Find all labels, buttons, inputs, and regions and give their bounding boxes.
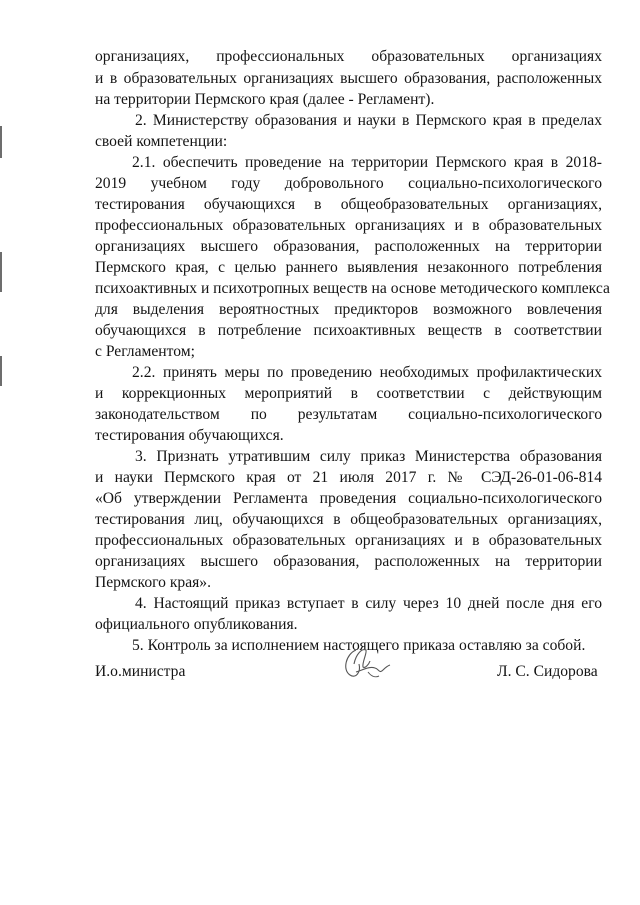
- text-line: 2.1. обеспечить проведение на территории Пермского края в 2018-: [132, 154, 602, 171]
- text-line: обучающихся в потребление психоактивных веществ в соответствии: [95, 322, 602, 339]
- text-line: и в образовательных организациях высшего образования, расположенных: [95, 70, 602, 87]
- text-line: официального опубликования.: [95, 616, 298, 633]
- text-line: законодательством по результатам социально-психологического: [95, 406, 602, 423]
- text-line: 2.2. принять меры по проведению необходимых профилактических: [132, 364, 602, 381]
- text-line: 2019 учебном году добровольного социально-психологического: [95, 175, 602, 192]
- handwritten-signature: [336, 642, 396, 686]
- text-line: на территории Пермского края (далее - Регламент).: [95, 91, 435, 108]
- text-line: профессиональных образовательных организациях и в образовательных: [95, 217, 602, 234]
- signatory-position: И.о.министра: [95, 663, 186, 680]
- signatory-name: Л. С. Сидорова: [497, 663, 598, 680]
- text-line: Пермского края, с целью раннего выявления незаконного потребления: [95, 259, 602, 276]
- text-line: с Регламентом;: [95, 343, 195, 360]
- scan-edge-mark: [0, 356, 2, 386]
- text-line: организациях высшего образования, расположенных на территории: [95, 238, 602, 255]
- scan-edge-mark: [0, 252, 2, 292]
- text-line: для выделения вероятностных предикторов возможного вовлечения: [95, 301, 602, 318]
- text-line: своей компетенции:: [95, 133, 228, 150]
- text-line: профессиональных образовательных организациях и в образовательных: [95, 532, 602, 549]
- text-line: 4. Настоящий приказ вступает в силу через 10 дней после дня его: [135, 595, 602, 612]
- text-line: организациях высшего образования, расположенных на территории: [95, 553, 602, 570]
- text-line: 3. Признать утратившим силу приказ Министерства образования: [135, 448, 602, 465]
- text-line: психоактивных и психотропных веществ на основе методического комплекса: [95, 280, 610, 297]
- scan-edge-mark: [0, 126, 2, 158]
- text-line: тестирования обучающихся в общеобразовательных организациях,: [95, 196, 602, 213]
- text-line: тестирования обучающихся.: [95, 427, 284, 444]
- text-line: и науки Пермского края от 21 июля 2017 г. № СЭД-26-01-06-814: [95, 469, 602, 486]
- text-line: 2. Министерству образования и науки в Пермского края в пределах: [135, 112, 602, 129]
- text-line: организациях, профессиональных образовательных организациях: [95, 48, 602, 65]
- text-line: и коррекционных мероприятий в соответствии с действующим: [95, 385, 602, 402]
- text-line: «Об утверждении Регламента проведения социально-психологического: [95, 490, 602, 507]
- text-line: 5. Контроль за исполнением настоящего приказа оставляю за собой.: [132, 637, 586, 654]
- text-line: Пермского края».: [95, 574, 211, 591]
- text-line: тестирования лиц, обучающихся в общеобразовательных организациях,: [95, 511, 602, 528]
